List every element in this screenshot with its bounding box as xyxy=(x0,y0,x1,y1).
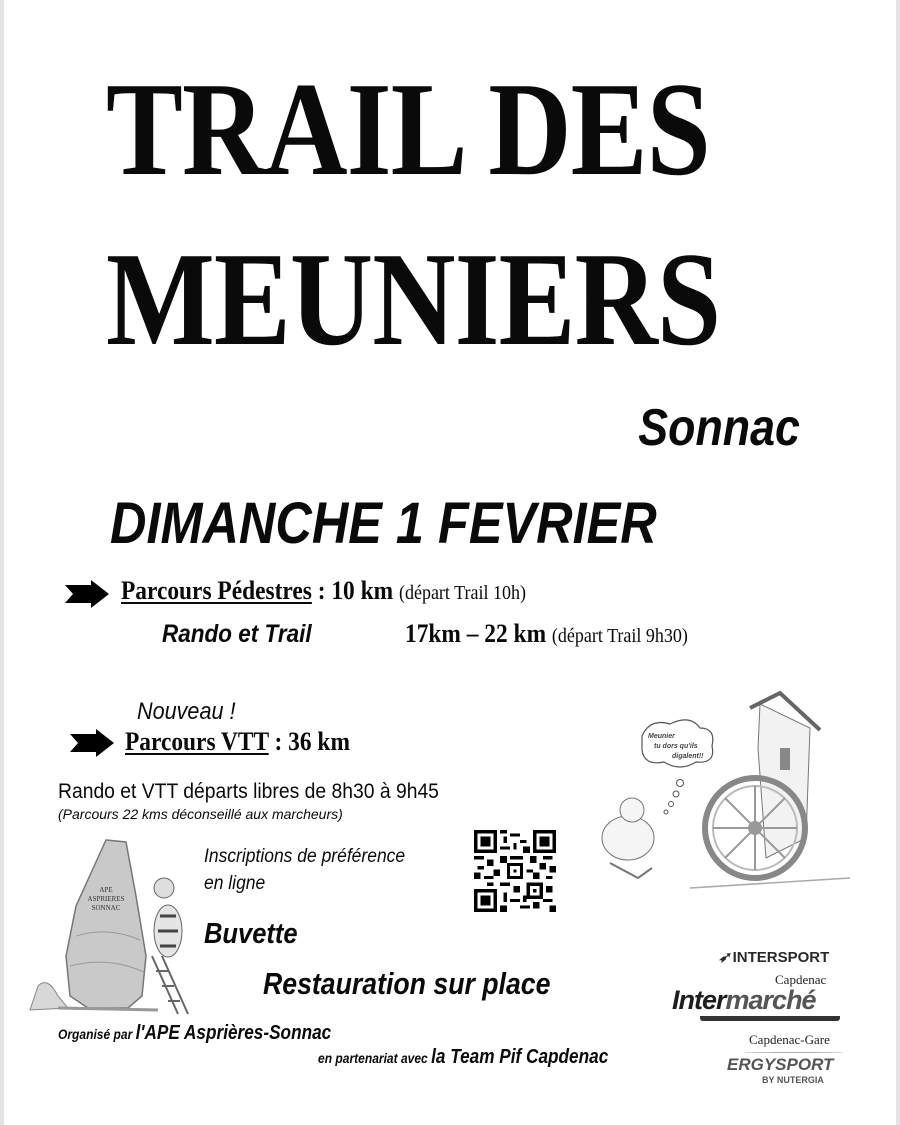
page-edge-left xyxy=(0,0,4,1125)
speech-bubble-line-1: Meunier xyxy=(648,733,675,740)
arrow-right-icon xyxy=(70,729,114,757)
city-name: Sonnac xyxy=(638,399,800,457)
organizer-name: l'APE Asprières-Sonnac xyxy=(135,1022,332,1044)
registration-line-2: en ligne xyxy=(204,873,266,894)
warning-info: (Parcours 22 kms déconseillé aux marcheurs) xyxy=(58,806,343,822)
intermarche-city: Capdenac-Gare xyxy=(749,1032,830,1047)
intermarche-text-a: Inter xyxy=(672,985,726,1015)
route-pedestrian-separator: : xyxy=(311,576,332,605)
partnership xyxy=(318,1046,608,1069)
event-date: DIMANCHE 1 FEVRIER xyxy=(110,491,657,556)
monument-label-2: ASPRIERES xyxy=(87,895,125,903)
watermill-illustration xyxy=(580,688,860,903)
intermarche-text-b: marché xyxy=(725,985,816,1015)
organized-prefix: Organisé par xyxy=(58,1026,136,1042)
route-pedestrian xyxy=(121,576,526,606)
intersport-city: Capdenac xyxy=(775,972,827,987)
route-rando-trail xyxy=(405,619,688,649)
route-rando-trail-note: (départ Trail 9h30) xyxy=(551,625,688,647)
registration-line-1: Inscriptions de préférence xyxy=(204,846,406,867)
new-badge: Nouveau ! xyxy=(137,698,236,725)
route-pedestrian-note: (départ Trail 10h) xyxy=(398,582,526,604)
buvette-label: Buvette xyxy=(204,918,298,950)
route-rando-trail-label: Rando et Trail xyxy=(162,620,312,648)
title-line-1: TRAIL DES xyxy=(106,55,710,203)
intermarche-underline xyxy=(700,1016,840,1021)
route-vtt-separator: : xyxy=(268,727,289,756)
registration-qr-code[interactable] xyxy=(474,830,556,912)
route-pedestrian-label: Parcours Pédestres xyxy=(121,576,312,605)
monument-label-1: APE xyxy=(99,886,113,894)
monument-label-3: SONNAC xyxy=(91,904,121,912)
arrow-right-icon xyxy=(65,580,109,608)
route-pedestrian-distance: 10 km xyxy=(331,576,394,605)
intersport-logo xyxy=(718,948,829,966)
speech-bubble-line-2: tu dors qu'ils xyxy=(654,743,698,750)
partner-name: la Team Pif Capdenac xyxy=(431,1046,609,1068)
page-edge-right xyxy=(896,0,900,1125)
route-vtt xyxy=(125,727,350,757)
ergysport-logo: ERGYSPORT xyxy=(727,1055,834,1074)
speech-bubble-line-3: digalent!! xyxy=(672,753,704,760)
route-rando-trail-distance: 17km – 22 km xyxy=(405,619,547,648)
ergysport-arc xyxy=(744,1052,844,1053)
intersport-text: INTERSPORT xyxy=(732,949,830,966)
intermarche-logo xyxy=(672,985,816,1016)
restauration-label: Restauration sur place xyxy=(263,966,551,1001)
title-line-2: MEUNIERS xyxy=(106,225,721,373)
route-vtt-distance: 36 km xyxy=(288,727,350,756)
monument-illustration xyxy=(28,836,198,1016)
intersport-mark-icon: ➶ xyxy=(718,949,731,966)
partner-prefix: en partenariat avec xyxy=(318,1050,432,1066)
organized-by xyxy=(58,1022,331,1045)
route-vtt-label: Parcours VTT xyxy=(125,727,269,756)
departures-info: Rando et VTT départs libres de 8h30 à 9h45 xyxy=(58,780,439,803)
ergysport-subtitle: BY NUTERGIA xyxy=(762,1075,824,1085)
